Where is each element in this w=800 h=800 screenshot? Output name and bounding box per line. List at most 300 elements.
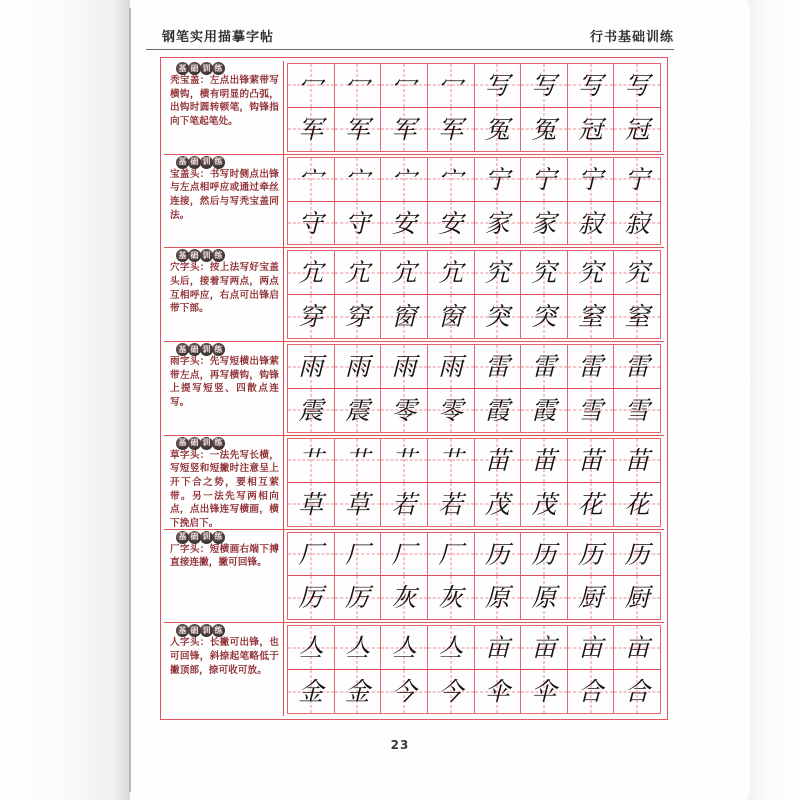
character-glyph: 宂 bbox=[344, 258, 370, 288]
book-gutter-right bbox=[748, 0, 800, 800]
character-glyph: 艹 bbox=[438, 445, 464, 475]
character-cell[interactable] bbox=[288, 439, 335, 482]
character-glyph: 苗 bbox=[624, 445, 650, 475]
character-cell[interactable] bbox=[614, 64, 661, 107]
character-cell[interactable] bbox=[521, 108, 568, 151]
character-cell[interactable] bbox=[475, 158, 522, 201]
character-glyph: 草 bbox=[344, 489, 370, 519]
character-cell[interactable] bbox=[381, 439, 428, 482]
character-glyph: 灰 bbox=[438, 583, 464, 613]
character-glyph: 霞 bbox=[484, 395, 510, 425]
character-glyph: 金 bbox=[344, 677, 370, 707]
character-cell[interactable] bbox=[475, 389, 522, 432]
character-cell[interactable] bbox=[614, 670, 661, 713]
character-glyph: 写 bbox=[531, 70, 557, 100]
badge-char: 基 bbox=[176, 343, 189, 356]
training-badge bbox=[176, 624, 224, 637]
character-cell[interactable] bbox=[335, 108, 382, 151]
lesson-row bbox=[164, 436, 664, 530]
character-cell[interactable] bbox=[335, 158, 382, 201]
character-glyph: 雷 bbox=[624, 352, 650, 382]
character-glyph: 厂 bbox=[344, 539, 370, 569]
character-cell[interactable] bbox=[568, 295, 615, 338]
character-glyph: 冤 bbox=[484, 114, 510, 144]
character-cell[interactable] bbox=[335, 533, 382, 576]
character-glyph: 灰 bbox=[391, 583, 417, 613]
character-glyph: 艹 bbox=[298, 445, 324, 475]
character-cell[interactable] bbox=[521, 64, 568, 107]
badge-char: 练 bbox=[212, 62, 225, 75]
character-cell[interactable] bbox=[614, 439, 661, 482]
character-line bbox=[287, 250, 661, 294]
character-glyph: 伞 bbox=[531, 677, 557, 707]
lesson-note-cell bbox=[164, 248, 284, 341]
lesson-note-cell bbox=[164, 623, 284, 716]
character-cell[interactable] bbox=[288, 251, 335, 294]
character-cell[interactable] bbox=[614, 533, 661, 576]
character-glyph: 厨 bbox=[578, 583, 604, 613]
character-cell[interactable] bbox=[568, 345, 615, 388]
character-line bbox=[287, 344, 661, 388]
character-line bbox=[287, 157, 661, 201]
character-cell[interactable] bbox=[521, 295, 568, 338]
character-cell[interactable] bbox=[568, 533, 615, 576]
character-cell[interactable] bbox=[381, 576, 428, 619]
character-glyph: 冠 bbox=[624, 114, 650, 144]
character-cell[interactable] bbox=[475, 345, 522, 388]
character-glyph: 亼 bbox=[391, 633, 417, 663]
character-cell[interactable] bbox=[335, 483, 382, 526]
character-glyph: 宀 bbox=[438, 164, 464, 194]
character-glyph: 合 bbox=[624, 677, 650, 707]
character-cell[interactable] bbox=[521, 483, 568, 526]
character-cell[interactable] bbox=[475, 295, 522, 338]
character-glyph: 家 bbox=[484, 208, 510, 238]
character-cell[interactable] bbox=[428, 389, 475, 432]
character-glyph: 零 bbox=[391, 395, 417, 425]
character-cell[interactable] bbox=[614, 483, 661, 526]
chapter-title: 行书基础训练 bbox=[589, 30, 674, 45]
character-cell[interactable] bbox=[428, 295, 475, 338]
character-grid bbox=[284, 623, 664, 716]
lesson-note-text: 人字头：长撇可出锋，也可回锋，斜捺起笔略低于撇顶部，捺可收可放。 bbox=[170, 637, 279, 676]
character-cell[interactable] bbox=[381, 158, 428, 201]
character-cell[interactable] bbox=[335, 295, 382, 338]
badge-char: 训 bbox=[200, 624, 213, 637]
character-line bbox=[287, 625, 661, 669]
character-glyph: 历 bbox=[578, 539, 604, 569]
training-badge bbox=[176, 343, 224, 356]
character-cell[interactable] bbox=[475, 202, 522, 245]
character-cell[interactable] bbox=[614, 251, 661, 294]
character-glyph: 宁 bbox=[578, 164, 604, 194]
character-glyph: 家 bbox=[531, 208, 557, 238]
character-glyph: 安 bbox=[438, 208, 464, 238]
character-glyph: 寂 bbox=[578, 208, 604, 238]
character-glyph: 花 bbox=[578, 489, 604, 519]
character-glyph: 厉 bbox=[344, 583, 370, 613]
character-cell[interactable] bbox=[521, 389, 568, 432]
character-cell[interactable] bbox=[614, 108, 661, 151]
lesson-note-cell bbox=[164, 155, 284, 248]
practice-sheet-inner bbox=[164, 61, 664, 716]
badge-char: 练 bbox=[212, 156, 225, 169]
character-glyph: 厉 bbox=[298, 583, 324, 613]
character-cell[interactable] bbox=[521, 158, 568, 201]
character-cell[interactable] bbox=[521, 533, 568, 576]
character-cell[interactable] bbox=[288, 158, 335, 201]
character-glyph: 草 bbox=[298, 489, 324, 519]
badge-char: 练 bbox=[212, 624, 225, 637]
lesson-row bbox=[164, 248, 664, 342]
character-glyph: 今 bbox=[438, 677, 464, 707]
character-line bbox=[287, 575, 661, 620]
character-glyph: 宂 bbox=[438, 258, 464, 288]
badge-char: 练 bbox=[212, 249, 225, 262]
character-cell[interactable] bbox=[288, 389, 335, 432]
badge-char: 练 bbox=[212, 531, 225, 544]
header-divider bbox=[146, 49, 674, 50]
character-cell[interactable] bbox=[381, 108, 428, 151]
character-cell[interactable] bbox=[568, 251, 615, 294]
character-cell[interactable] bbox=[288, 576, 335, 619]
character-glyph: 雨 bbox=[438, 352, 464, 382]
character-cell[interactable] bbox=[521, 576, 568, 619]
character-glyph: 究 bbox=[624, 258, 650, 288]
badge-char: 础 bbox=[188, 624, 201, 637]
character-glyph: 零 bbox=[438, 395, 464, 425]
character-glyph: 宀 bbox=[298, 164, 324, 194]
character-cell[interactable] bbox=[568, 389, 615, 432]
character-cell[interactable] bbox=[335, 389, 382, 432]
lesson-row bbox=[164, 623, 664, 716]
lesson-note-text: 草字头：一法先写长横，写短竖和短撇时注意呈上开下合之势，要相互萦带。另一法先写两相向点，点出锋连写横画，横下挽启下。 bbox=[170, 449, 279, 529]
character-glyph: 究 bbox=[531, 258, 557, 288]
character-cell[interactable] bbox=[428, 576, 475, 619]
character-cell[interactable] bbox=[475, 439, 522, 482]
lesson-note-cell bbox=[164, 436, 284, 529]
character-cell[interactable] bbox=[428, 202, 475, 245]
character-glyph: 金 bbox=[298, 677, 324, 707]
badge-char: 练 bbox=[212, 437, 225, 450]
character-glyph: 雷 bbox=[531, 352, 557, 382]
character-cell[interactable] bbox=[475, 483, 522, 526]
character-cell[interactable] bbox=[568, 202, 615, 245]
character-glyph: 究 bbox=[484, 258, 510, 288]
character-cell[interactable] bbox=[335, 439, 382, 482]
character-cell[interactable] bbox=[428, 439, 475, 482]
character-glyph: 冤 bbox=[531, 114, 557, 144]
character-cell[interactable] bbox=[475, 64, 522, 107]
character-line bbox=[287, 669, 661, 714]
character-glyph: 亩 bbox=[578, 633, 604, 663]
character-cell[interactable] bbox=[335, 64, 382, 107]
training-badge bbox=[176, 62, 224, 75]
character-glyph: 茂 bbox=[484, 489, 510, 519]
character-glyph: 窒 bbox=[624, 302, 650, 332]
badge-char: 训 bbox=[200, 156, 213, 169]
character-glyph: 穿 bbox=[298, 302, 324, 332]
character-cell[interactable] bbox=[288, 295, 335, 338]
character-glyph: 原 bbox=[531, 583, 557, 613]
character-glyph: 亩 bbox=[531, 633, 557, 663]
character-glyph: 宁 bbox=[624, 164, 650, 194]
character-cell[interactable] bbox=[475, 108, 522, 151]
character-cell[interactable] bbox=[381, 64, 428, 107]
character-cell[interactable] bbox=[521, 626, 568, 669]
character-cell[interactable] bbox=[428, 158, 475, 201]
character-cell[interactable] bbox=[288, 670, 335, 713]
lesson-note-text: 雨字头：先写短横出锋萦带左点，再写横钩，钩锋上提写短竖、四散点连写。 bbox=[170, 356, 279, 408]
lesson-note-text: 宝盖头：书写时侧点出锋与左点相呼应或通过牵丝连接，然后与写秃宝盖同法。 bbox=[170, 168, 279, 221]
character-glyph: 军 bbox=[391, 114, 417, 144]
character-cell[interactable] bbox=[335, 670, 382, 713]
character-cell[interactable] bbox=[335, 345, 382, 388]
character-glyph: 厂 bbox=[298, 539, 324, 569]
character-cell[interactable] bbox=[568, 626, 615, 669]
character-grid bbox=[284, 248, 664, 341]
character-glyph: 宂 bbox=[391, 258, 417, 288]
character-glyph: 雷 bbox=[484, 352, 510, 382]
character-line bbox=[287, 294, 661, 339]
character-glyph: 冖 bbox=[391, 70, 417, 100]
character-cell[interactable] bbox=[428, 670, 475, 713]
character-line bbox=[287, 532, 661, 576]
character-cell[interactable] bbox=[288, 345, 335, 388]
character-glyph: 亩 bbox=[624, 633, 650, 663]
character-glyph: 花 bbox=[624, 489, 650, 519]
character-glyph: 写 bbox=[578, 70, 604, 100]
character-glyph: 窒 bbox=[578, 302, 604, 332]
character-cell[interactable] bbox=[428, 251, 475, 294]
lesson-row bbox=[164, 155, 664, 249]
character-glyph: 历 bbox=[531, 539, 557, 569]
character-glyph: 宀 bbox=[344, 164, 370, 194]
character-glyph: 穿 bbox=[344, 302, 370, 332]
character-cell[interactable] bbox=[521, 345, 568, 388]
character-cell[interactable] bbox=[568, 158, 615, 201]
character-cell[interactable] bbox=[475, 251, 522, 294]
character-glyph: 霞 bbox=[531, 395, 557, 425]
lesson-note-cell bbox=[164, 342, 284, 435]
character-glyph: 宀 bbox=[391, 164, 417, 194]
character-glyph: 厂 bbox=[391, 539, 417, 569]
character-cell[interactable] bbox=[521, 202, 568, 245]
character-cell[interactable] bbox=[288, 108, 335, 151]
character-glyph: 今 bbox=[391, 677, 417, 707]
character-cell[interactable] bbox=[568, 64, 615, 107]
character-glyph: 守 bbox=[344, 208, 370, 238]
badge-char: 训 bbox=[200, 437, 213, 450]
lesson-row bbox=[164, 530, 664, 624]
practice-sheet bbox=[160, 57, 668, 720]
character-cell[interactable] bbox=[381, 251, 428, 294]
character-glyph: 历 bbox=[484, 539, 510, 569]
character-glyph: 雪 bbox=[624, 395, 650, 425]
character-cell[interactable] bbox=[614, 389, 661, 432]
character-grid bbox=[284, 61, 664, 154]
character-grid bbox=[284, 342, 664, 435]
character-glyph: 震 bbox=[298, 395, 324, 425]
character-cell[interactable] bbox=[614, 576, 661, 619]
lesson-note-cell bbox=[164, 530, 284, 623]
character-grid bbox=[284, 530, 664, 623]
character-line bbox=[287, 201, 661, 246]
badge-char: 础 bbox=[188, 437, 201, 450]
character-cell[interactable] bbox=[475, 670, 522, 713]
character-cell[interactable] bbox=[288, 64, 335, 107]
character-cell[interactable] bbox=[568, 670, 615, 713]
training-badge bbox=[176, 437, 224, 450]
character-cell[interactable] bbox=[335, 251, 382, 294]
character-glyph: 艹 bbox=[344, 445, 370, 475]
character-glyph: 苗 bbox=[531, 445, 557, 475]
character-cell[interactable] bbox=[381, 626, 428, 669]
character-line bbox=[287, 63, 661, 107]
badge-char: 基 bbox=[176, 531, 189, 544]
character-cell[interactable] bbox=[381, 483, 428, 526]
lesson-note-text: 厂字头：短横画右端下搏直接连撇，撇可回锋。 bbox=[170, 543, 279, 569]
character-glyph: 合 bbox=[578, 677, 604, 707]
character-glyph: 厂 bbox=[438, 539, 464, 569]
badge-char: 基 bbox=[176, 62, 189, 75]
character-glyph: 苗 bbox=[484, 445, 510, 475]
character-glyph: 苗 bbox=[578, 445, 604, 475]
character-cell[interactable] bbox=[568, 439, 615, 482]
character-glyph: 雨 bbox=[298, 352, 324, 382]
character-glyph: 安 bbox=[391, 208, 417, 238]
page-number: 23 bbox=[390, 738, 410, 752]
character-cell[interactable] bbox=[475, 533, 522, 576]
character-glyph: 艹 bbox=[391, 445, 417, 475]
character-cell[interactable] bbox=[288, 533, 335, 576]
character-glyph: 历 bbox=[624, 539, 650, 569]
character-glyph: 守 bbox=[298, 208, 324, 238]
lesson-row bbox=[164, 61, 664, 155]
character-cell[interactable] bbox=[381, 295, 428, 338]
character-glyph: 厨 bbox=[624, 583, 650, 613]
character-cell[interactable] bbox=[614, 345, 661, 388]
character-cell[interactable] bbox=[381, 533, 428, 576]
character-grid bbox=[284, 155, 664, 248]
character-glyph: 雨 bbox=[391, 352, 417, 382]
lesson-note-text: 穴字头：按上法写好宝盖头后，接着写两点，两点互相呼应，右点可出锋启带下部。 bbox=[170, 262, 279, 315]
character-cell[interactable] bbox=[381, 389, 428, 432]
character-glyph: 若 bbox=[438, 489, 464, 519]
character-grid bbox=[284, 436, 664, 529]
character-cell[interactable] bbox=[428, 108, 475, 151]
character-glyph: 冖 bbox=[298, 70, 324, 100]
character-cell[interactable] bbox=[428, 483, 475, 526]
lesson-row bbox=[164, 342, 664, 436]
character-cell[interactable] bbox=[568, 483, 615, 526]
character-glyph: 冖 bbox=[344, 70, 370, 100]
badge-char: 基 bbox=[176, 624, 189, 637]
character-cell[interactable] bbox=[428, 64, 475, 107]
character-glyph: 雪 bbox=[578, 395, 604, 425]
character-cell[interactable] bbox=[614, 158, 661, 201]
character-cell[interactable] bbox=[521, 439, 568, 482]
character-cell[interactable] bbox=[335, 626, 382, 669]
character-cell[interactable] bbox=[288, 626, 335, 669]
character-glyph: 军 bbox=[344, 114, 370, 144]
character-cell[interactable] bbox=[614, 295, 661, 338]
character-cell[interactable] bbox=[335, 576, 382, 619]
character-glyph: 宁 bbox=[484, 164, 510, 194]
character-cell[interactable] bbox=[381, 202, 428, 245]
character-glyph: 写 bbox=[484, 70, 510, 100]
character-glyph: 亼 bbox=[438, 633, 464, 663]
badge-char: 础 bbox=[188, 531, 201, 544]
character-cell[interactable] bbox=[381, 345, 428, 388]
lesson-note-cell bbox=[164, 61, 284, 154]
character-cell[interactable] bbox=[288, 483, 335, 526]
badge-char: 训 bbox=[200, 62, 213, 75]
character-glyph: 雨 bbox=[344, 352, 370, 382]
character-glyph: 究 bbox=[578, 258, 604, 288]
character-cell[interactable] bbox=[288, 202, 335, 245]
lesson-note-text: 秃宝盖：左点出锋萦带写横钩，横有明显的凸弧，出钩时圆转顿笔，钩锋指向下笔起笔处。 bbox=[170, 75, 279, 127]
character-glyph: 若 bbox=[391, 489, 417, 519]
character-cell[interactable] bbox=[521, 251, 568, 294]
character-glyph: 突 bbox=[531, 302, 557, 332]
badge-char: 训 bbox=[200, 531, 213, 544]
character-line bbox=[287, 388, 661, 433]
character-cell[interactable] bbox=[381, 670, 428, 713]
badge-char: 基 bbox=[176, 156, 189, 169]
badge-char: 础 bbox=[188, 62, 201, 75]
character-glyph: 亼 bbox=[344, 633, 370, 663]
character-cell[interactable] bbox=[475, 626, 522, 669]
character-glyph: 窗 bbox=[391, 302, 417, 332]
badge-char: 练 bbox=[212, 343, 225, 356]
character-cell[interactable] bbox=[568, 576, 615, 619]
badge-char: 基 bbox=[176, 437, 189, 450]
character-cell[interactable] bbox=[614, 626, 661, 669]
training-badge bbox=[176, 156, 224, 169]
character-glyph: 宁 bbox=[531, 164, 557, 194]
character-glyph: 突 bbox=[484, 302, 510, 332]
character-glyph: 雷 bbox=[578, 352, 604, 382]
character-glyph: 震 bbox=[344, 395, 370, 425]
badge-char: 基 bbox=[176, 249, 189, 262]
character-line bbox=[287, 438, 661, 482]
badge-char: 础 bbox=[188, 343, 201, 356]
character-cell[interactable] bbox=[428, 345, 475, 388]
character-cell[interactable] bbox=[428, 533, 475, 576]
character-line bbox=[287, 107, 661, 152]
character-cell[interactable] bbox=[428, 626, 475, 669]
character-glyph: 亼 bbox=[298, 633, 324, 663]
character-cell[interactable] bbox=[614, 202, 661, 245]
page-header bbox=[146, 26, 674, 56]
badge-char: 础 bbox=[188, 156, 201, 169]
character-line bbox=[287, 482, 661, 527]
character-glyph: 军 bbox=[298, 114, 324, 144]
character-cell[interactable] bbox=[335, 202, 382, 245]
character-cell[interactable] bbox=[568, 108, 615, 151]
character-cell[interactable] bbox=[475, 576, 522, 619]
character-glyph: 写 bbox=[624, 70, 650, 100]
book-title: 钢笔实用描摹字帖 bbox=[162, 30, 275, 45]
character-glyph: 冖 bbox=[438, 70, 464, 100]
character-glyph: 军 bbox=[438, 114, 464, 144]
character-glyph: 原 bbox=[484, 583, 510, 613]
badge-char: 础 bbox=[188, 249, 201, 262]
book-gutter-left bbox=[0, 0, 130, 800]
character-glyph: 伞 bbox=[484, 677, 510, 707]
character-cell[interactable] bbox=[521, 670, 568, 713]
